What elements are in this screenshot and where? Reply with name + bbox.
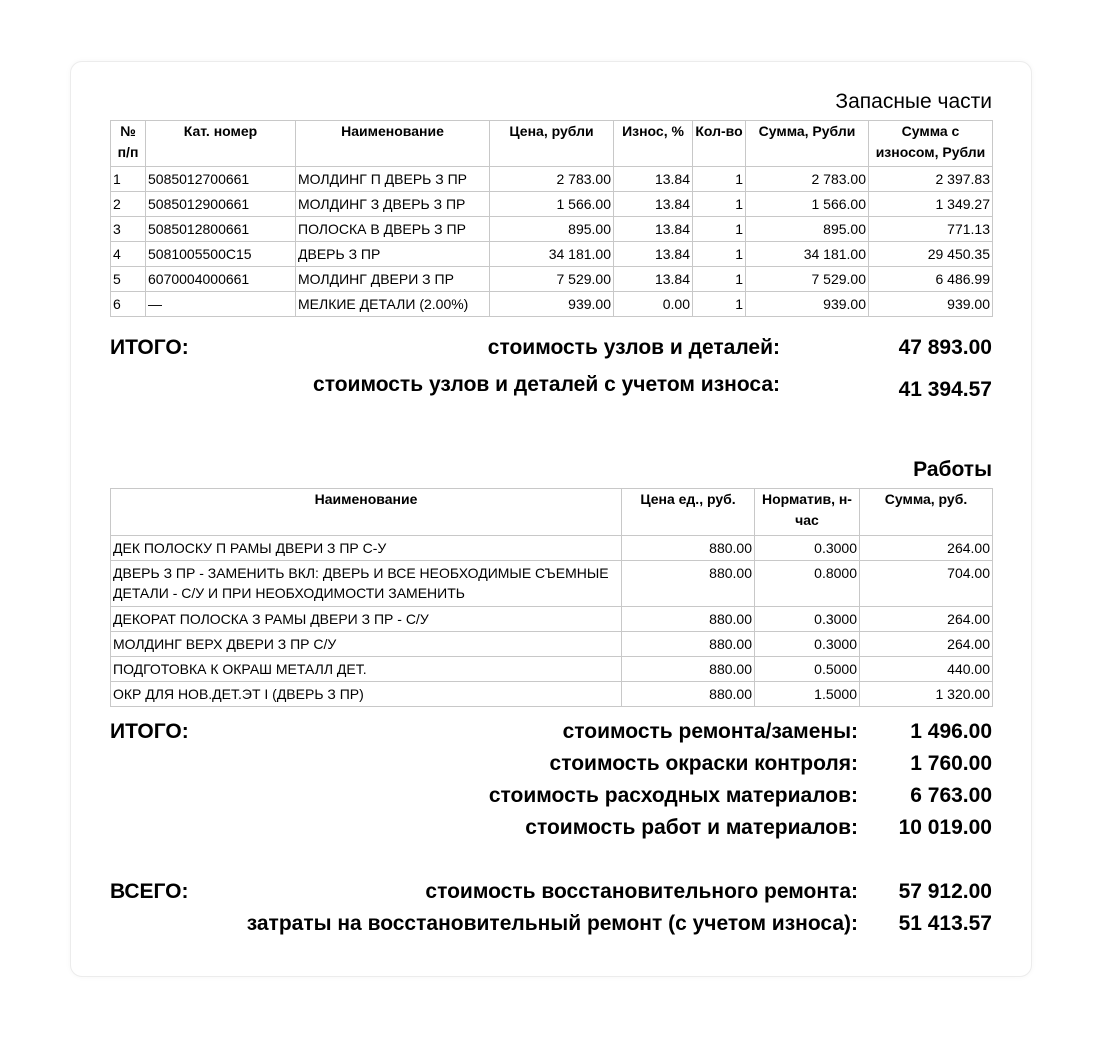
parts-cell-sum-wear: 29 450.35	[869, 242, 993, 267]
parts-cell-number: 1	[111, 167, 146, 192]
works-cell-unit-price: 880.00	[622, 682, 755, 707]
works-cell-unit-price: 880.00	[622, 657, 755, 682]
parts-cell-sum: 895.00	[746, 217, 869, 242]
works-cell-sum: 264.00	[860, 632, 993, 657]
repair-cost-label: стоимость ремонта/замены:	[562, 720, 858, 743]
parts-cell-wear: 13.84	[614, 267, 693, 292]
parts-section-title: Запасные части	[835, 90, 992, 113]
works-total-label: ИТОГО:	[110, 720, 189, 743]
parts-cell-catalog-number: 6070004000661	[146, 267, 296, 292]
works-table-row	[111, 632, 993, 657]
works-cell-name: ОКР ДЛЯ НОВ.ДЕТ.ЭТ I (ДВЕРЬ З ПР)	[111, 682, 622, 707]
works-table-row	[111, 561, 993, 607]
paint-cost-value: 1 760.00	[910, 752, 992, 775]
works-cell-name: МОЛДИНГ ВЕРХ ДВЕРИ З ПР С/У	[111, 632, 622, 657]
parts-cell-quantity: 1	[693, 192, 746, 217]
works-cell-norm-hours: 0.5000	[755, 657, 860, 682]
parts-cell-sum: 1 566.00	[746, 192, 869, 217]
parts-cell-sum: 939.00	[746, 292, 869, 317]
works-cell-unit-price: 880.00	[622, 607, 755, 632]
works-table-row	[111, 607, 993, 632]
restore-cost-value: 57 912.00	[898, 880, 992, 903]
col-header-wear: Износ, %	[614, 121, 693, 167]
works-col-header-norm-hours: Норматив, н-час	[755, 489, 860, 536]
parts-cost-wear-value: 41 394.57	[898, 378, 992, 401]
parts-cost-wear-label: стоимость узлов и деталей с учетом износа:	[313, 373, 780, 396]
works-materials-cost-label: стоимость работ и материалов:	[525, 816, 858, 839]
works-cell-name: ПОДГОТОВКА К ОКРАШ МЕТАЛЛ ДЕТ.	[111, 657, 622, 682]
parts-table-row	[111, 267, 993, 292]
parts-cell-quantity: 1	[693, 217, 746, 242]
works-cell-sum: 264.00	[860, 536, 993, 561]
works-materials-cost-value: 10 019.00	[898, 816, 992, 839]
parts-cell-number: 2	[111, 192, 146, 217]
parts-cell-name: МОЛДИНГ П ДВЕРЬ З ПР	[296, 167, 490, 192]
parts-cell-number: 4	[111, 242, 146, 267]
works-table-row	[111, 536, 993, 561]
works-cell-sum: 440.00	[860, 657, 993, 682]
works-cell-unit-price: 880.00	[622, 561, 755, 607]
works-cell-unit-price: 880.00	[622, 536, 755, 561]
parts-table-row	[111, 242, 993, 267]
parts-cell-quantity: 1	[693, 167, 746, 192]
parts-cell-name: ПОЛОСКА В ДВЕРЬ З ПР	[296, 217, 490, 242]
parts-cell-name: МОЛДИНГ ДВЕРИ З ПР	[296, 267, 490, 292]
works-col-header-sum: Сумма, руб.	[860, 489, 993, 536]
parts-cell-price: 939.00	[490, 292, 614, 317]
works-cell-name: ДВЕРЬ З ПР - ЗАМЕНИТЬ ВКЛ: ДВЕРЬ И ВСЕ НЕОБХОДИМЫЕ СЪЕМНЫЕ ДЕТАЛИ - С/У И ПРИ НЕОБХОДИМОСТИ ЗАМЕНИТЬ	[111, 561, 622, 607]
parts-cell-quantity: 1	[693, 267, 746, 292]
parts-cost-label: стоимость узлов и деталей:	[487, 336, 780, 359]
col-header-sum-wear: Сумма с износом, Рубли	[869, 121, 993, 167]
parts-cell-wear: 13.84	[614, 192, 693, 217]
restore-wear-cost-value: 51 413.57	[898, 912, 992, 935]
parts-cell-number: 3	[111, 217, 146, 242]
grand-total-label: ВСЕГО:	[110, 880, 189, 903]
parts-table-row	[111, 292, 993, 317]
works-cell-norm-hours: 0.3000	[755, 536, 860, 561]
parts-cell-wear: 13.84	[614, 167, 693, 192]
parts-cell-catalog-number: 5085012900661	[146, 192, 296, 217]
works-cell-norm-hours: 0.8000	[755, 561, 860, 607]
parts-cell-price: 7 529.00	[490, 267, 614, 292]
parts-cell-catalog-number: 5085012800661	[146, 217, 296, 242]
parts-header-row	[111, 121, 993, 167]
col-header-number: № п/п	[111, 121, 146, 167]
works-cell-name: ДЕК ПОЛОСКУ П РАМЫ ДВЕРИ З ПР С-У	[111, 536, 622, 561]
parts-cell-price: 34 181.00	[490, 242, 614, 267]
parts-cell-wear: 13.84	[614, 242, 693, 267]
works-cell-norm-hours: 1.5000	[755, 682, 860, 707]
works-header-row	[111, 489, 993, 536]
parts-table	[110, 120, 993, 317]
parts-table-row	[111, 192, 993, 217]
parts-cell-catalog-number: 5085012700661	[146, 167, 296, 192]
parts-cell-catalog-number: 5081005500C15	[146, 242, 296, 267]
parts-cell-number: 6	[111, 292, 146, 317]
parts-cell-sum-wear: 2 397.83	[869, 167, 993, 192]
works-table	[110, 488, 993, 707]
parts-cell-wear: 0.00	[614, 292, 693, 317]
works-table-row	[111, 657, 993, 682]
parts-table-row	[111, 167, 993, 192]
col-header-sum: Сумма, Рубли	[746, 121, 869, 167]
parts-cell-sum: 2 783.00	[746, 167, 869, 192]
parts-cell-sum-wear: 6 486.99	[869, 267, 993, 292]
works-cell-sum: 264.00	[860, 607, 993, 632]
parts-cell-name: МЕЛКИЕ ДЕТАЛИ (2.00%)	[296, 292, 490, 317]
works-section-title: Работы	[913, 458, 992, 481]
col-header-catalog-number: Кат. номер	[146, 121, 296, 167]
materials-cost-label: стоимость расходных материалов:	[488, 784, 858, 807]
repair-cost-value: 1 496.00	[910, 720, 992, 743]
parts-cell-catalog-number: —	[146, 292, 296, 317]
parts-cell-name: МОЛДИНГ З ДВЕРЬ З ПР	[296, 192, 490, 217]
materials-cost-value: 6 763.00	[910, 784, 992, 807]
parts-cell-quantity: 1	[693, 292, 746, 317]
parts-cell-sum: 7 529.00	[746, 267, 869, 292]
parts-cell-sum-wear: 771.13	[869, 217, 993, 242]
paint-cost-label: стоимость окраски контроля:	[549, 752, 858, 775]
parts-cost-value: 47 893.00	[898, 336, 992, 359]
parts-cell-sum-wear: 1 349.27	[869, 192, 993, 217]
works-cell-norm-hours: 0.3000	[755, 632, 860, 657]
works-cell-sum: 704.00	[860, 561, 993, 607]
parts-cell-name: ДВЕРЬ З ПР	[296, 242, 490, 267]
parts-cell-number: 5	[111, 267, 146, 292]
restore-cost-label: стоимость восстановительного ремонта:	[425, 880, 858, 903]
parts-cell-quantity: 1	[693, 242, 746, 267]
restore-wear-cost-label: затраты на восстановительный ремонт (с учетом износа):	[246, 912, 858, 935]
col-header-name: Наименование	[296, 121, 490, 167]
works-col-header-name: Наименование	[111, 489, 622, 536]
parts-total-label: ИТОГО:	[110, 336, 189, 359]
parts-cell-price: 1 566.00	[490, 192, 614, 217]
parts-cell-price: 2 783.00	[490, 167, 614, 192]
parts-cell-wear: 13.84	[614, 217, 693, 242]
works-cell-norm-hours: 0.3000	[755, 607, 860, 632]
works-cell-sum: 1 320.00	[860, 682, 993, 707]
parts-table-row	[111, 217, 993, 242]
parts-cell-sum-wear: 939.00	[869, 292, 993, 317]
works-table-row	[111, 682, 993, 707]
works-col-header-unit-price: Цена ед., руб.	[622, 489, 755, 536]
parts-cell-price: 895.00	[490, 217, 614, 242]
col-header-quantity: Кол-во	[693, 121, 746, 167]
parts-cell-sum: 34 181.00	[746, 242, 869, 267]
col-header-price: Цена, рубли	[490, 121, 614, 167]
works-cell-unit-price: 880.00	[622, 632, 755, 657]
works-cell-name: ДЕКОРАТ ПОЛОСКА З РАМЫ ДВЕРИ З ПР - С/У	[111, 607, 622, 632]
